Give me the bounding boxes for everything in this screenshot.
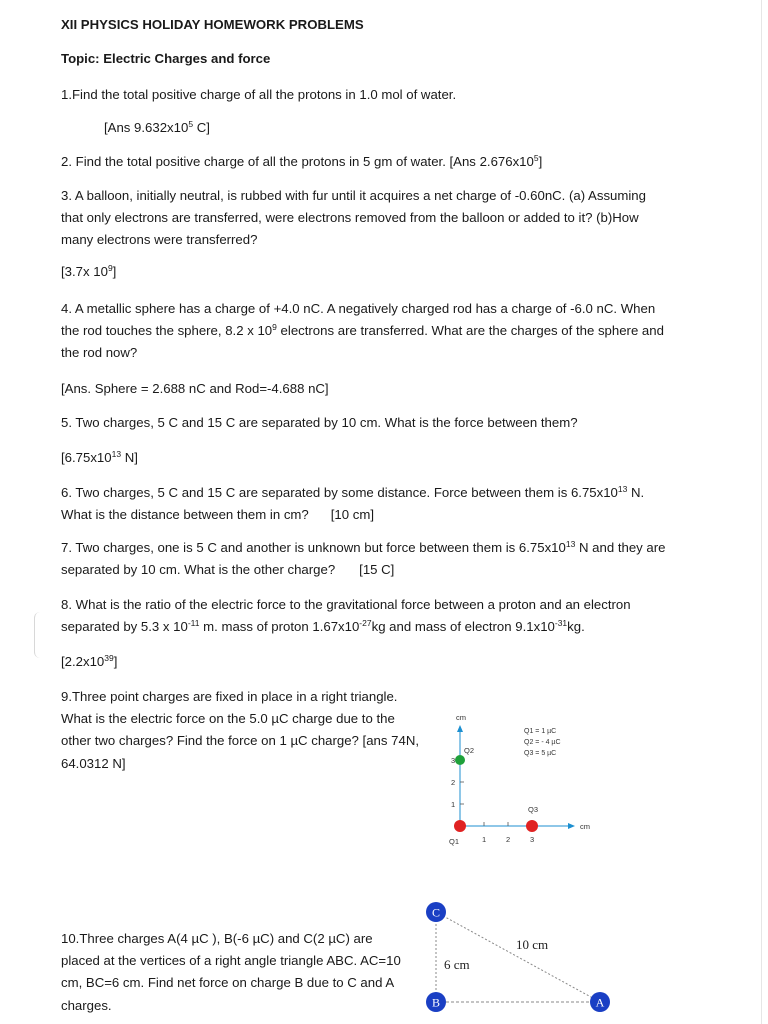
answer-8-end: ] (113, 654, 118, 669)
question-8-text-c: kg and mass of electron 9.1x10 (371, 619, 555, 635)
y-axis-arrowhead (457, 725, 463, 732)
margin-bracket (34, 612, 41, 658)
question-2-exponent: 5 (533, 153, 539, 163)
x-axis-arrowhead (568, 823, 575, 829)
question-3: 3. A balloon, initially neutral, is rubbed with fur until it acquires a net charge of -0.60nC. (a) Assuming that only electrons are transferred, were electrons removed from the balloon or added to it? (b)How many electrons were transferred? (61, 188, 646, 248)
question-10-figure (418, 894, 618, 1020)
question-6-text-a: 6. Two charges, 5 C and 15 C are separated by some distance. Force between them is 6.75x10 (61, 485, 618, 500)
y-axis-unit: cm (456, 713, 466, 722)
question-4 (61, 298, 671, 365)
question-6-text-b: N. What is the distance between them in cm? (61, 485, 645, 523)
hypotenuse-length-label: 10 cm (516, 937, 549, 952)
x-tick-label-3: 3 (530, 835, 535, 844)
question-1 (61, 84, 671, 106)
side-bc-length-label: 6 cm (444, 957, 470, 972)
y-tick-label-1: 1 (451, 800, 456, 809)
question-5: 5. Two charges, 5 C and 15 C are separated by 10 cm. What is the force between them? (61, 415, 578, 430)
question-8-text-b: m. mass of proton 1.67x10 (199, 619, 360, 635)
answer-4: [Ans. Sphere = 2.688 nC and Rod=-4.688 nC] (61, 381, 329, 396)
charge-q1-label: Q1 (449, 837, 460, 846)
question-8-text-a: 8. What is the ratio of the electric force to the gravitational force between a proton and an electron separated by 5.3 x 10 (61, 597, 631, 635)
question-8-text-d: kg. (567, 619, 585, 635)
answer-1-end: C] (193, 120, 210, 135)
question-10: 10.Three charges A(4 µC ), B(-6 µC) and C(2 µC) are placed at the vertices of a right angle triangle ABC. AC=10 cm, BC=6 cm. Find net force on charge B due to C and A charges. (61, 931, 401, 1013)
charge-q3-label: Q3 (528, 805, 539, 814)
answer-1-part: [Ans 9.632x10 (104, 120, 189, 135)
vertex-a-label: A (595, 995, 605, 1010)
question-7-text-b: N and they are separated by 10 cm. What is the other charge? (61, 540, 666, 578)
question-6 (61, 482, 671, 526)
page-edge (761, 0, 762, 1024)
question-8 (61, 594, 671, 638)
legend-q2: Q2 = - 4 µC (524, 739, 561, 746)
vertex-b-label: B (431, 995, 441, 1010)
question-2 (61, 151, 671, 173)
charge-q2-label: Q2 (464, 746, 475, 755)
y-tick-label-2: 2 (451, 778, 456, 787)
charge-q3-marker (526, 820, 538, 832)
x-axis-unit: cm (580, 822, 590, 831)
charge-q1-marker (454, 820, 466, 832)
question-7-exponent: 13 (565, 539, 576, 549)
answer-5-part: [6.75x10 (61, 450, 112, 465)
answer-3 (61, 261, 671, 283)
question-2-text: 2. Find the total positive charge of all the protons in 5 gm of water. [Ans 2.676x10 (61, 154, 534, 169)
vertex-c-label: C (431, 905, 441, 920)
answer-3-part: [3.7x 10 (61, 264, 108, 279)
charge-q2-marker (455, 755, 465, 765)
question-9: 9.Three point charges are fixed in place in a right triangle. What is the electric force on the 5.0 µC charge due to the other two charges? Find the force on 1 µC charge? [ans 74N, 64.0312 N] (61, 689, 420, 771)
answer-6: [10 cm] (330, 507, 375, 523)
answer-5-end: N] (121, 450, 138, 465)
answer-3-end: ] (112, 264, 117, 279)
answer-8-exponent: 39 (104, 653, 114, 663)
answer-5 (61, 447, 671, 469)
question-4-exponent: 9 (272, 322, 277, 333)
answer-7: [15 C] (359, 562, 395, 578)
legend-q1: Q1 = 1 µC (524, 728, 557, 735)
document-title: XII PHYSICS HOLIDAY HOMEWORK PROBLEMS (61, 17, 364, 32)
question-4-text-b: electrons are transferred. What are the charges of the sphere and the rod now? (61, 323, 664, 361)
question-4-text-a: 4. A metallic sphere has a charge of +4.0 nC. A negatively charged rod has a charge of -6.0 nC. When the rod touches the sphere, 8.2 x 10 (61, 301, 656, 339)
answer-8 (61, 651, 671, 673)
question-9-figure (420, 700, 620, 860)
question-1-text: 1.Find the total positive charge of all the protons in 1.0 mol of water. (61, 87, 457, 102)
answer-3-exponent: 9 (107, 263, 113, 273)
topic-heading: Topic: Electric Charges and force (61, 51, 271, 66)
question-7 (61, 537, 671, 581)
answer-1 (104, 117, 714, 139)
x-tick-label-1: 1 (482, 835, 487, 844)
question-7-text-a: 7. Two charges, one is 5 C and another is unknown but force between them is 6.75x10 (61, 540, 566, 555)
question-6-exponent: 13 (617, 484, 628, 494)
question-8-exponent-1: -11 (187, 618, 200, 629)
y-tick-label-3: 3 (451, 756, 456, 765)
legend-q3: Q3 = 5 µC (524, 750, 557, 757)
answer-1-exponent: 5 (188, 119, 194, 129)
x-tick-label-2: 2 (506, 835, 511, 844)
question-8-exponent-3: -31 (554, 618, 568, 629)
question-2-end: ] (538, 154, 543, 169)
answer-8-part: [2.2x10 (61, 654, 105, 669)
answer-5-exponent: 13 (111, 449, 122, 459)
question-8-exponent-2: -27 (359, 618, 372, 629)
